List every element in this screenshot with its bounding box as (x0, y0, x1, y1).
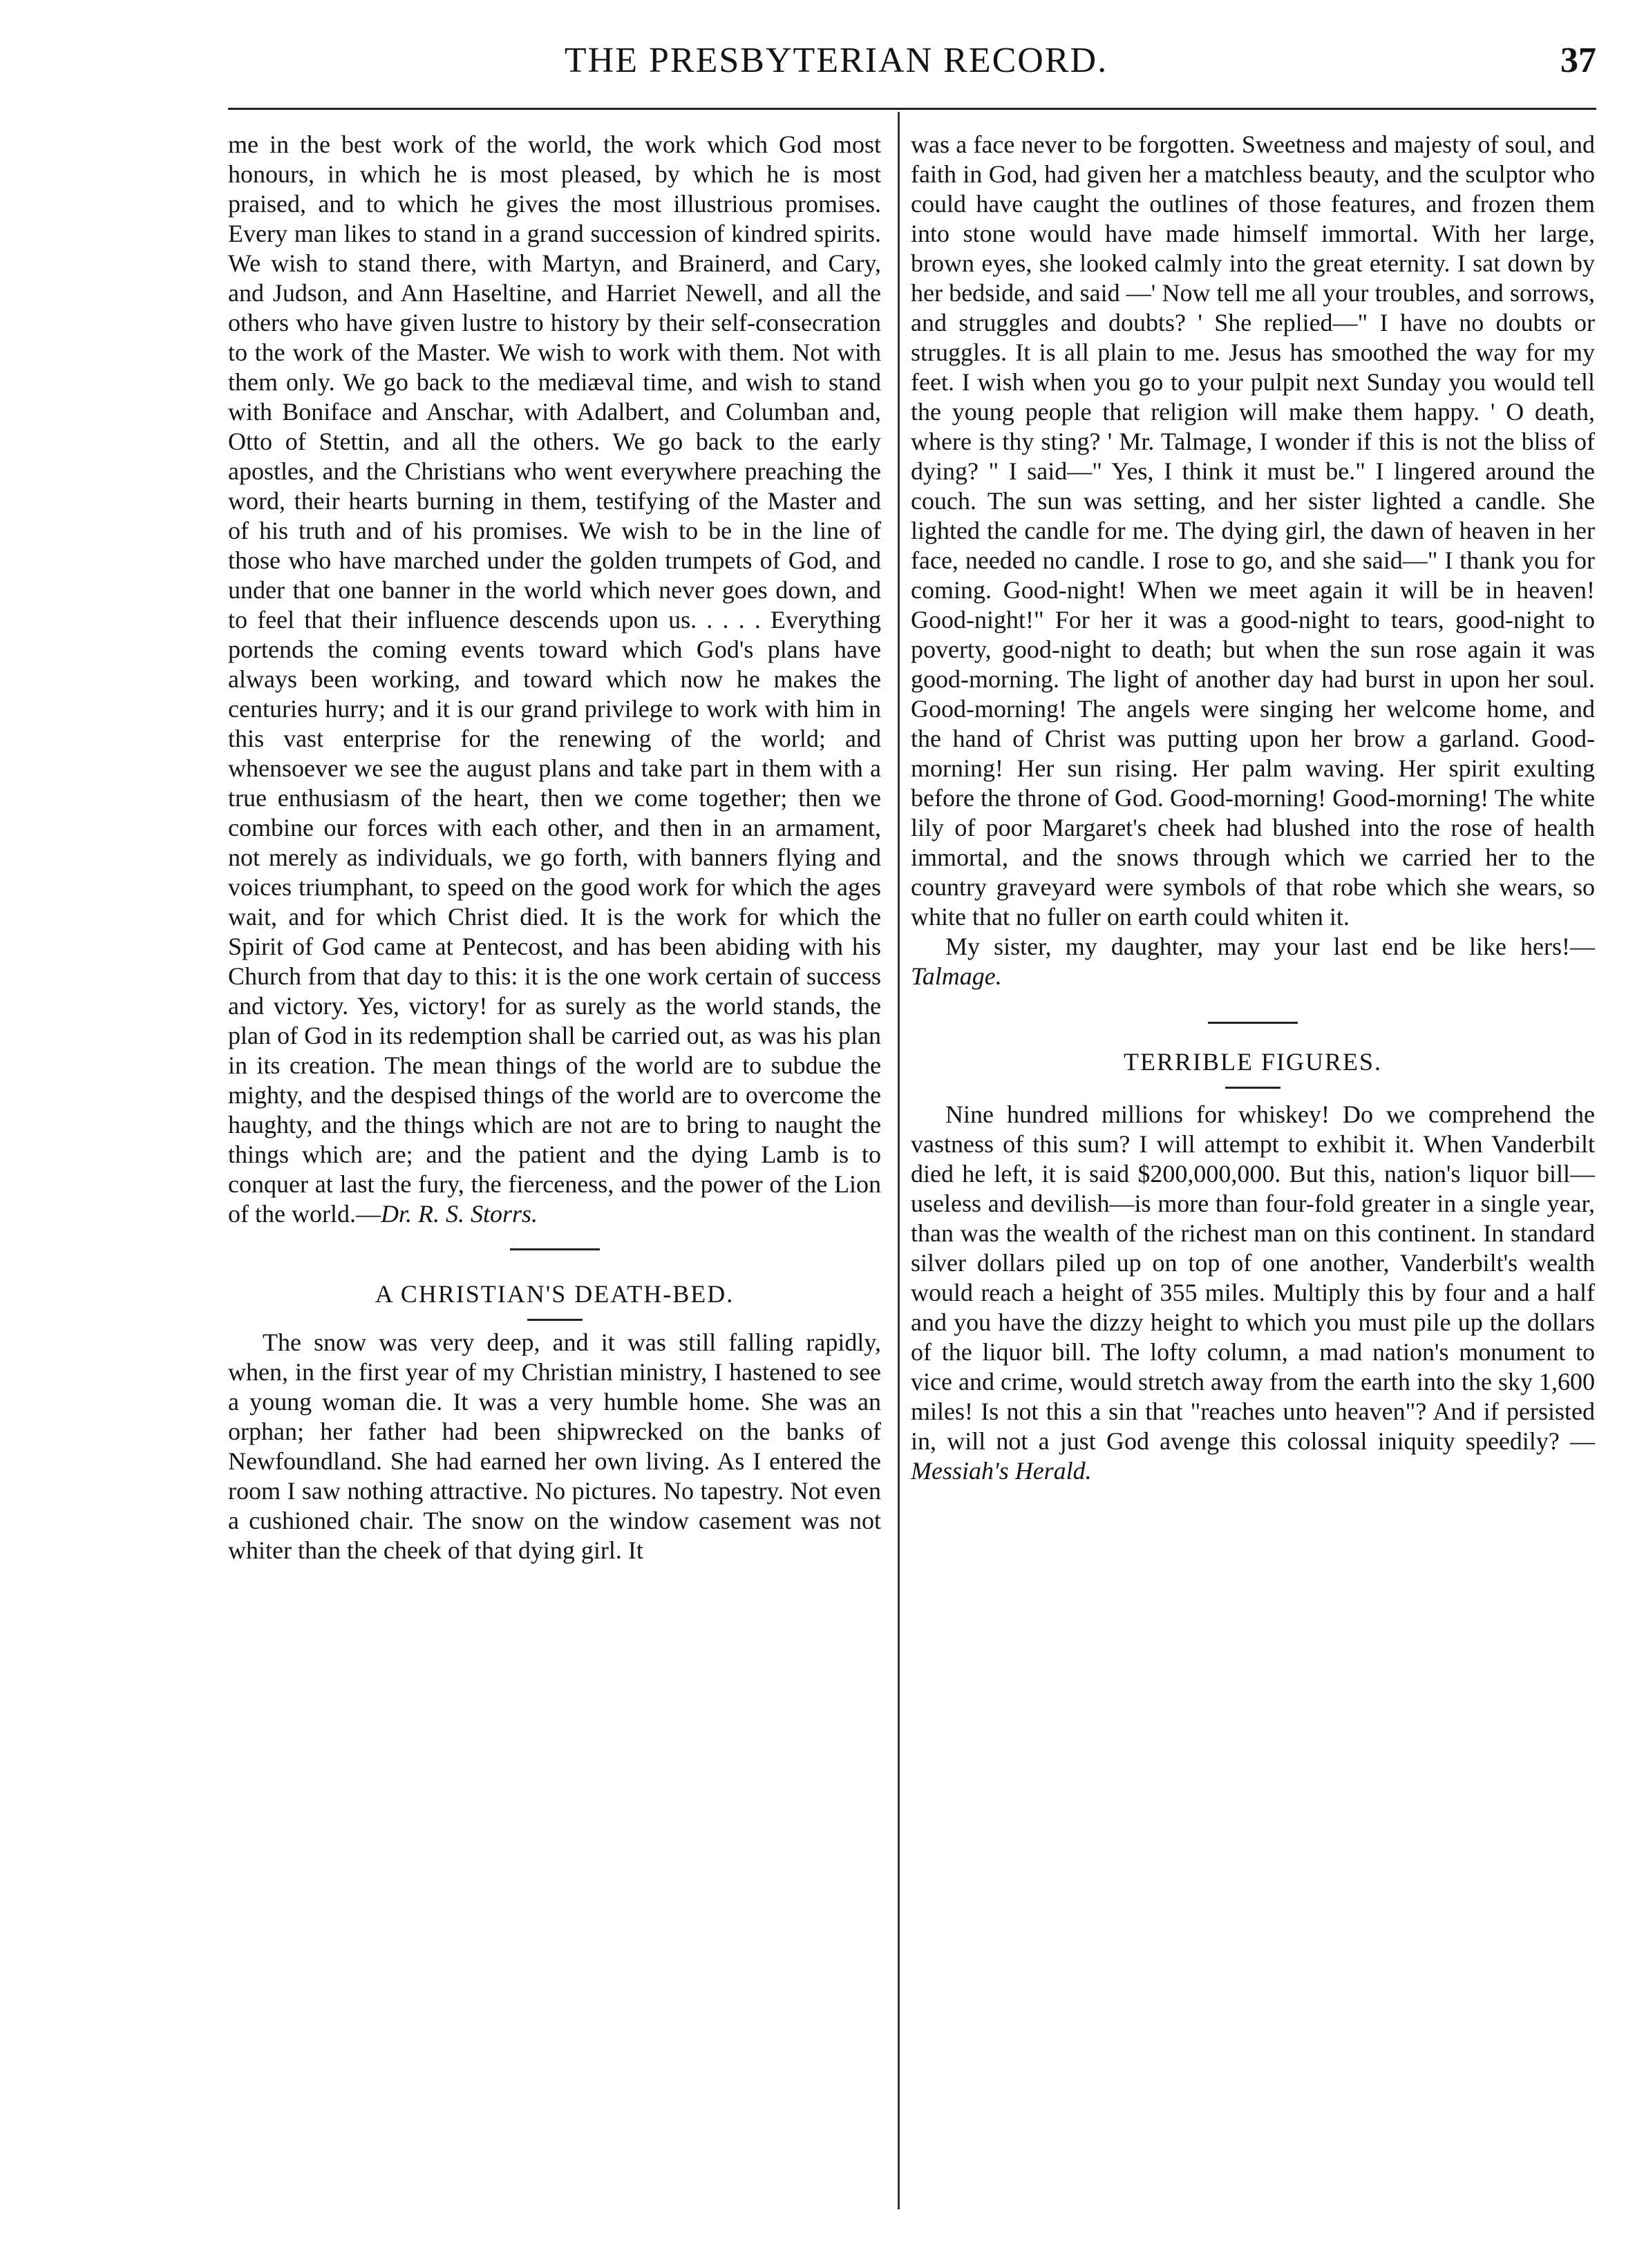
page-number: 37 (1560, 41, 1596, 80)
storrs-continuation-text: me in the best work of the world, the work which God most honours, in which he is most pleased, by which he is most praised, and to which he gives the most illustrious promises. Every man likes to stand in a grand succession of kindred spirits. We wish to stand there, with Martyn, and Brainerd, and Cary, and Judson, and Ann Haseltine, and Harriet Newell, and all the others who have given lustre to history by their self-consecration to the work of the Master. We wish to work with them. Not with them only. We go back to the mediæval time, and wish to stand with Boniface and Anschar, with Adalbert, and Columban and, Otto of Stettin, and all the others. We go back to the early apostles, and the Christians who went everywhere preaching the word, their hearts burning in them, testifying of the Master and of his truth and of his promises. We wish to be in the line of those who have marched under the golden trumpets of God, and under that one banner in the world which never goes down, and to feel that their influence descends upon us. . . . . Everything portends the coming events toward which God's plans have always been working, and toward which now he makes the centuries hurry; and it is our grand privilege to work with him in this vast enterprise for the renewing of the world; and whensoever we see the august plans and take part in them with a true enthusiasm of the heart, then we come together; then we combine our forces with each other, and then in an armament, not merely as individuals, we go forth, with banners flying and voices triumphant, to speed on the good work for which the ages wait, and for which Christ died. It is the work for which the Spirit of God came at Pentecost, and has been abiding with his Church from that day to this: it is the one work certain of success and victory. Yes, victory! for as surely as the world stands, the plan of God in its redemption shall be carried out, as was his plan in its creation. The mean things of the world are to subdue the mighty, and the despised things of the world are to overcome the haughty, and the things which are not are to bring to naught the things which are; and the patient and the dying Lamb is to conquer at last the fury, the fierceness, and the power of the Lion of the world.— (228, 131, 881, 1228)
terrible-figures-text: Nine hundred millions for whiskey! Do we comprehend the vastness of this sum? I will attempt to exhibit it. When Vanderbilt died he left, it is said $200,000,000. But this, nation's liquor bill—useless and devilish—is more than four-fold greater in a single year, than was the wealth of the richest man on this continent. In standard silver dollars piled up on top of one another, Vanderbilt's wealth would reach a height of 355 miles. Multiply this by four and a half and you have the dizzy height to which you must pile up the dollars of the liquor bill. The lofty column, a mad nation's monument to vice and crime, would stretch away from the earth into the sky 1,600 miles! Is not this a sin that "reaches unto heaven"? And if persisted in, will not a just God avenge this colossal iniquity speedily? — (911, 1100, 1595, 1455)
left-column (228, 130, 881, 1565)
page-header (228, 40, 1596, 83)
right-column (911, 130, 1595, 1486)
talmage-attribution: Talmage. (911, 962, 1002, 990)
storrs-continuation-paragraph (228, 130, 881, 1229)
terrible-figures-heading: TERRIBLE FIGURES. (1123, 1048, 1382, 1076)
publication-title: THE PRESBYTERIAN RECORD. (564, 41, 1108, 80)
death-bed-heading: A CHRISTIAN'S DEATH-BED. (375, 1280, 735, 1308)
heading-underline-rule (1225, 1087, 1280, 1089)
heading-underline-rule (527, 1319, 583, 1321)
section-divider-rule (1208, 1022, 1298, 1024)
header-rule (228, 108, 1596, 110)
terrible-figures-paragraph (911, 1100, 1595, 1486)
messiahs-herald-attribution: Messiah's Herald. (911, 1457, 1092, 1485)
section-divider-rule (510, 1248, 600, 1250)
death-bed-paragraph: The snow was very deep, and it was still falling rapidly, when, in the first year of my Christian ministry, I hastened to see a young woman die. It was a very humble home. She was an orphan; her father had been shipwrecked on the banks of Newfoundland. She had earned her own living. As I entered the room I saw nothing attractive. No pictures. No tapestry. Not even a cushioned chair. The snow on the window casement was not whiter than the cheek of that dying girl. It (228, 1328, 881, 1564)
death-bed-continued-paragraph: was a face never to be forgotten. Sweetness and majesty of soul, and faith in God, had given her a matchless beauty, and the sculptor who could have caught the outlines of those features, and frozen them into stone would have made himself immortal. With her large, brown eyes, she looked calmly into the great eternity. I sat down by her bedside, and said —' Now tell me all your troubles, and sorrows, and struggles and doubts? ' She replied—" I have no doubts or struggles. It is all plain to me. Jesus has smoothed the way for my feet. I wish when you go to your pulpit next Sunday you would tell the young people that religion will make them happy. ' O death, where is thy sting? ' Mr. Talmage, I wonder if this is not the bliss of dying? " I said—" Yes, I think it must be." I lingered around the couch. The sun was setting, and her sister lighted a candle. She lighted the candle for me. The dying girl, the dawn of heaven in her face, needed no candle. I rose to go, and she said—" I thank you for coming. Good-night! When we meet again it will be in heaven! Good-night!" For her it was a good-night to tears, good-night to poverty, good-night to death; but when the sun rose again it was good-morning. The light of another day had burst in upon her soul. Good-morning! The angels were singing her welcome home, and the hand of Christ was putting upon her brow a garland. Good-morning! Her sun rising. Her palm waving. Her spirit exulting before the throne of God. Good-morning! Good-morning! The white lily of poor Margaret's cheek had blushed into the rose of health immortal, and the snows through which we carried her to the country graveyard were symbols of that robe which she wears, so white that no fuller on earth could whiten it. (911, 131, 1595, 931)
talmage-closing-paragraph (911, 932, 1595, 991)
column-divider (898, 112, 900, 2209)
talmage-closing-text: My sister, my daughter, may your last end be like hers!— (945, 933, 1595, 960)
storrs-attribution: Dr. R. S. Storrs. (380, 1200, 538, 1228)
